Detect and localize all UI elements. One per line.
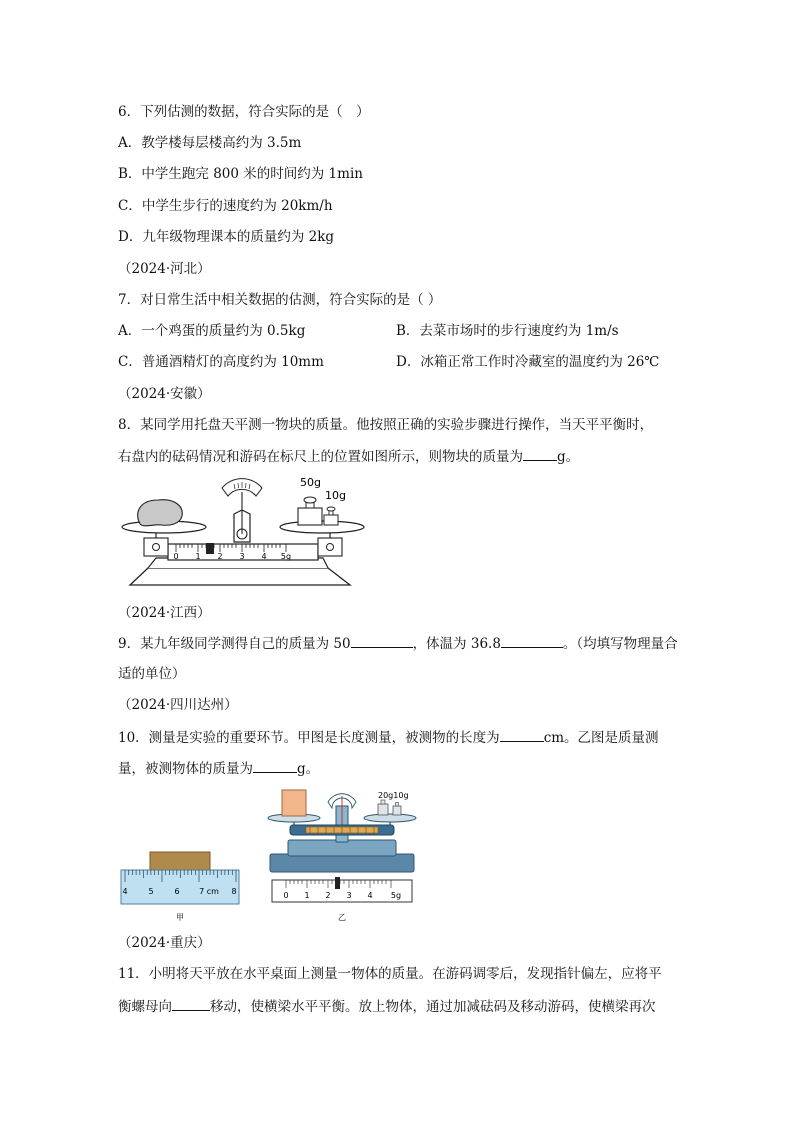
q8-scale-tick: 4 [261, 552, 267, 561]
q10-rider [335, 877, 340, 889]
q10-ruler-tick: 8 [231, 887, 237, 896]
q10-measured-object [282, 790, 306, 816]
q8-scale-tick: 5g [280, 552, 292, 561]
q9-pre: 9．某九年级同学测得自己的质量为 50 [118, 636, 351, 652]
q8-scale-tick: 3 [239, 552, 245, 561]
q10-weight-20g [378, 804, 388, 815]
q10-line1 [118, 728, 659, 747]
q6-stem: 6．下列估测的数据，符合实际的是（ ） [118, 104, 370, 120]
q11-line1: 11．小明将天平放在水平桌面上测量一物体的质量。在游码调零后，发现指针偏左，应将平 [118, 966, 662, 982]
q10-caption-yi: 乙 [338, 913, 346, 922]
q10-blank-mass[interactable] [253, 759, 297, 773]
q10-source: （2024·重庆） [118, 935, 211, 951]
q8-scale-tick: 2 [217, 552, 223, 561]
q10-scale-tick: 0 [283, 891, 289, 900]
q10-line2 [118, 759, 319, 778]
q8-scale-tick: 0 [173, 552, 179, 561]
q7-stem: 7．对日常生活中相关数据的估测，符合实际的是（ ） [118, 292, 442, 308]
q10-line1-pre: 10．测量是实验的重要环节。甲图是长度测量，被测物的长度为 [118, 730, 500, 746]
q8-source: （2024·江西） [118, 605, 211, 621]
q6-option-a: A．教学楼每层楼高约为 3.5m [118, 135, 302, 151]
q9-post: 。（均填写物理量合 [562, 636, 678, 652]
q10-line2-pre: 量，被测物体的质量为 [118, 761, 253, 777]
q8-weight-label-50g: 50g [300, 476, 321, 489]
q9-blank-temperature[interactable] [501, 634, 563, 648]
q9-line2: 适的单位） [118, 666, 186, 682]
q11-line2-post: 移动，使横梁水平平衡。放上物体，通过加减砝码及移动游码，使横梁再次 [210, 999, 656, 1015]
q8-weight-10g [324, 515, 338, 525]
q10-blank-length[interactable] [500, 728, 544, 742]
q8-stone-object [138, 500, 183, 526]
q10-weights-label: 20g10g [378, 791, 409, 800]
q9-blank-mass[interactable] [351, 634, 413, 648]
q6-option-c: C．中学生步行的速度约为 20km/h [118, 198, 333, 214]
q6-option-b: B．中学生跑完 800 米的时间约为 1min [118, 166, 363, 182]
q9-line1 [118, 634, 678, 653]
q10-line2-post: g。 [297, 761, 320, 777]
q7-option-b: B．去菜市场时的步行速度约为 1m/s [396, 323, 619, 339]
q8-line2-post: g。 [557, 449, 580, 465]
q8-answer-blank[interactable] [523, 447, 557, 461]
q11-blank-direction[interactable] [172, 997, 210, 1011]
q8-line1: 8．某同学用托盘天平测一物块的质量。他按照正确的实验步骤进行操作，当天平平衡时， [118, 417, 654, 433]
q8-line2 [118, 447, 579, 466]
q7-option-d: D．冰箱正常工作时冷藏室的温度约为 26℃ [396, 354, 660, 370]
q6-option-d: D．九年级物理课本的质量约为 2kg [118, 229, 335, 245]
q7-option-a: A．一个鸡蛋的质量约为 0.5kg [118, 323, 306, 339]
q11-line2-pre: 衡螺母向 [118, 999, 172, 1015]
q8-balance-figure [118, 472, 368, 592]
q8-line2-pre: 右盘内的砝码情况和游码在标尺上的位置如图所示，则物块的质量为 [118, 449, 523, 465]
q10-caption-jia: 甲 [176, 913, 184, 922]
q11-line2 [118, 997, 656, 1016]
q8-weight-label-10g: 10g [325, 489, 346, 502]
q7-option-c: C．普通酒精灯的高度约为 10mm [118, 354, 324, 370]
q10-scale-tick: 3 [346, 891, 352, 900]
q10-ruler-figure [118, 848, 242, 926]
q10-balance-figure [262, 784, 422, 926]
q10-weight-10g [393, 806, 401, 815]
q9-mid: ，体温为 36.8 [412, 636, 501, 652]
q10-scale-tick: 5g [390, 891, 402, 900]
q8-weight-50g [298, 508, 322, 525]
q10-measured-block [150, 852, 210, 870]
q10-scale-tick: 1 [304, 891, 310, 900]
q6-source: （2024·河北） [118, 261, 211, 277]
q8-scale-tick: 1 [195, 552, 201, 561]
q8-rider [206, 543, 214, 554]
q10-ruler-tick: 4 [122, 887, 128, 896]
q10-ruler-tick: 7 cm [199, 887, 219, 896]
q10-line1-post: cm。乙图是质量测 [543, 730, 659, 746]
q10-scale-tick: 4 [367, 891, 373, 900]
q7-source: （2024·安徽） [118, 386, 211, 402]
q10-scale-tick: 2 [325, 891, 331, 900]
q9-source: （2024·四川达州） [118, 697, 238, 713]
q10-ruler-tick: 6 [174, 887, 180, 896]
q10-ruler-tick: 5 [148, 887, 154, 896]
